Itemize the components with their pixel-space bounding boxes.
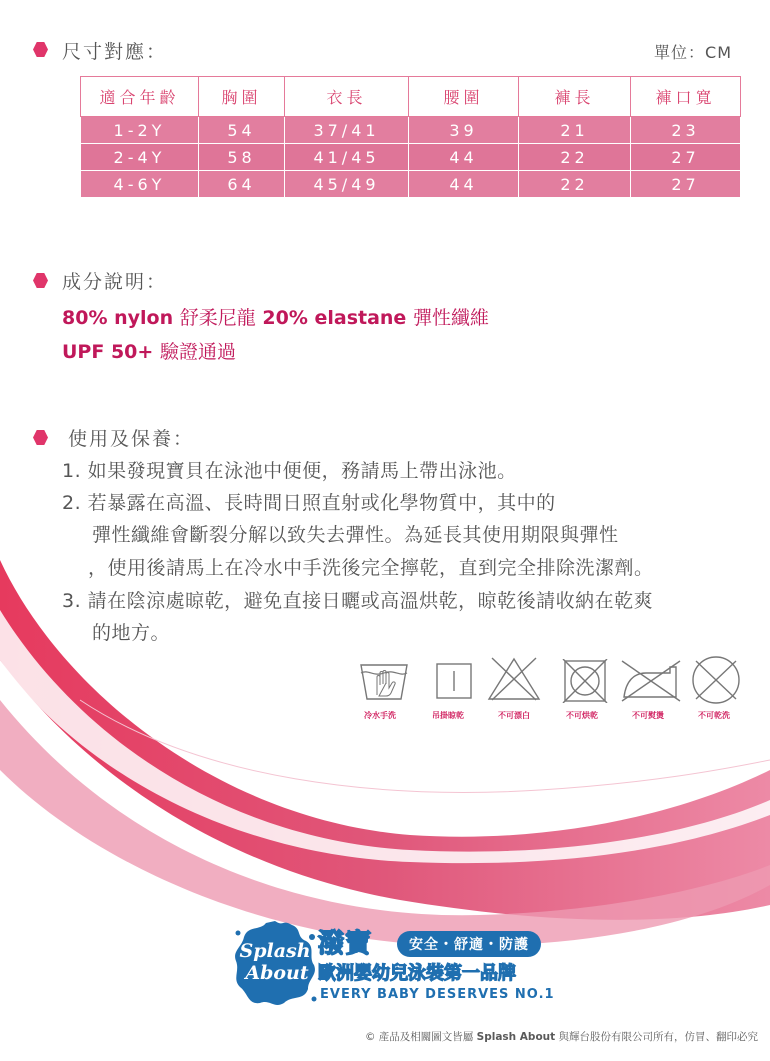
table-cell: 1-2Y bbox=[81, 117, 199, 144]
brand-name: 潑寶 bbox=[318, 929, 373, 959]
material-section-title: 成分說明： bbox=[62, 271, 168, 293]
no-dry-clean-icon bbox=[688, 655, 744, 705]
material-line-1 bbox=[62, 303, 489, 330]
table-cell: 64 bbox=[199, 171, 285, 198]
care-line-6: 的地方。 bbox=[92, 622, 171, 644]
table-row bbox=[81, 144, 741, 171]
copyright-prefix: © 產品及相關圖文皆屬 bbox=[364, 1031, 477, 1043]
size-table bbox=[80, 76, 741, 198]
no-iron-label: 不可熨燙 bbox=[632, 711, 664, 720]
hang-dry-icon bbox=[436, 663, 472, 699]
size-section-title: 尺寸對應： bbox=[62, 41, 168, 63]
copyright-brand: Splash About bbox=[476, 1031, 556, 1043]
care-line-2: 2. 若暴露在高溫、長時間日照直射或化學物質中，其中的 bbox=[62, 492, 556, 514]
hand-wash-icon bbox=[358, 655, 410, 703]
table-row bbox=[81, 171, 741, 198]
header-chest: 胸圍 bbox=[199, 77, 285, 117]
table-cell: 44 bbox=[409, 144, 519, 171]
table-cell: 4-6Y bbox=[81, 171, 199, 198]
copyright-notice bbox=[365, 1029, 758, 1044]
care-line-5: 3. 請在陰涼處晾乾，避免直接日曬或高溫烘乾，晾乾後請收納在乾爽 bbox=[62, 590, 654, 612]
header-length: 衣長 bbox=[285, 77, 409, 117]
care-line-4: ，使用後請馬上在冷水中手洗後完全擰乾，直到完全排除洗潔劑。 bbox=[88, 557, 654, 579]
care-line-3: 彈性纖維會斷裂分解以致失去彈性。為延長其使用期限與彈性 bbox=[92, 524, 619, 546]
copyright-suffix: 與輝台股份有限公司所有，仿冒、翻印必究 bbox=[555, 1031, 758, 1043]
no-dry-clean-label: 不可乾洗 bbox=[698, 711, 730, 720]
material-upf: UPF 50+ bbox=[62, 341, 154, 363]
table-cell: 39 bbox=[409, 117, 519, 144]
table-cell: 58 bbox=[199, 144, 285, 171]
material-nylon: 80% nylon bbox=[62, 307, 174, 329]
no-tumble-dry-label: 不可烘乾 bbox=[566, 711, 598, 720]
brand-logo bbox=[232, 915, 612, 1015]
care-icons bbox=[358, 655, 748, 730]
header-age: 適合年齡 bbox=[81, 77, 199, 117]
table-cell: 27 bbox=[631, 144, 741, 171]
size-unit-label: 單位：CM bbox=[654, 43, 732, 62]
care-line-1: 1. 如果發現寶貝在泳池中便便，務請馬上帶出泳池。 bbox=[62, 460, 517, 482]
logo-mark-line-1: Splash bbox=[239, 940, 311, 962]
table-cell: 21 bbox=[519, 117, 631, 144]
brand-slogan: EVERY BABY DESERVES NO.1 bbox=[320, 987, 555, 1002]
no-bleach-label: 不可漂白 bbox=[498, 711, 530, 720]
hand-wash-label: 冷水手洗 bbox=[364, 711, 396, 720]
header-leg-opening: 褲口寬 bbox=[631, 77, 741, 117]
splash-about-logo-mark bbox=[232, 917, 318, 1009]
brand-pill: 安全・舒適・防護 bbox=[397, 931, 541, 957]
table-cell: 22 bbox=[519, 171, 631, 198]
hang-dry-label: 吊掛晾乾 bbox=[432, 711, 464, 720]
no-bleach-icon bbox=[486, 655, 542, 703]
header-pants-length: 褲長 bbox=[519, 77, 631, 117]
table-cell: 44 bbox=[409, 171, 519, 198]
material-upf-zh: 驗證通過 bbox=[159, 341, 236, 363]
logo-mark-line-2: About bbox=[245, 962, 309, 984]
no-iron-icon bbox=[620, 659, 682, 703]
table-cell: 23 bbox=[631, 117, 741, 144]
table-cell: 22 bbox=[519, 144, 631, 171]
table-cell: 2-4Y bbox=[81, 144, 199, 171]
no-tumble-dry-icon bbox=[561, 659, 609, 703]
header-waist: 腰圍 bbox=[409, 77, 519, 117]
table-cell: 54 bbox=[199, 117, 285, 144]
table-cell: 27 bbox=[631, 171, 741, 198]
material-elastane: 20% elastane bbox=[262, 307, 407, 329]
table-row bbox=[81, 117, 741, 144]
care-section-title: 使用及保養： bbox=[68, 428, 195, 450]
material-nylon-zh: 舒柔尼龍 bbox=[179, 307, 256, 329]
table-cell: 41/45 bbox=[285, 144, 409, 171]
material-elastane-zh: 彈性纖維 bbox=[412, 307, 489, 329]
size-table-header-row bbox=[81, 77, 741, 117]
material-line-2 bbox=[62, 337, 236, 364]
table-cell: 45/49 bbox=[285, 171, 409, 198]
brand-tagline: 歐洲嬰幼兒泳裝第一品牌 bbox=[318, 963, 516, 984]
table-cell: 37/41 bbox=[285, 117, 409, 144]
